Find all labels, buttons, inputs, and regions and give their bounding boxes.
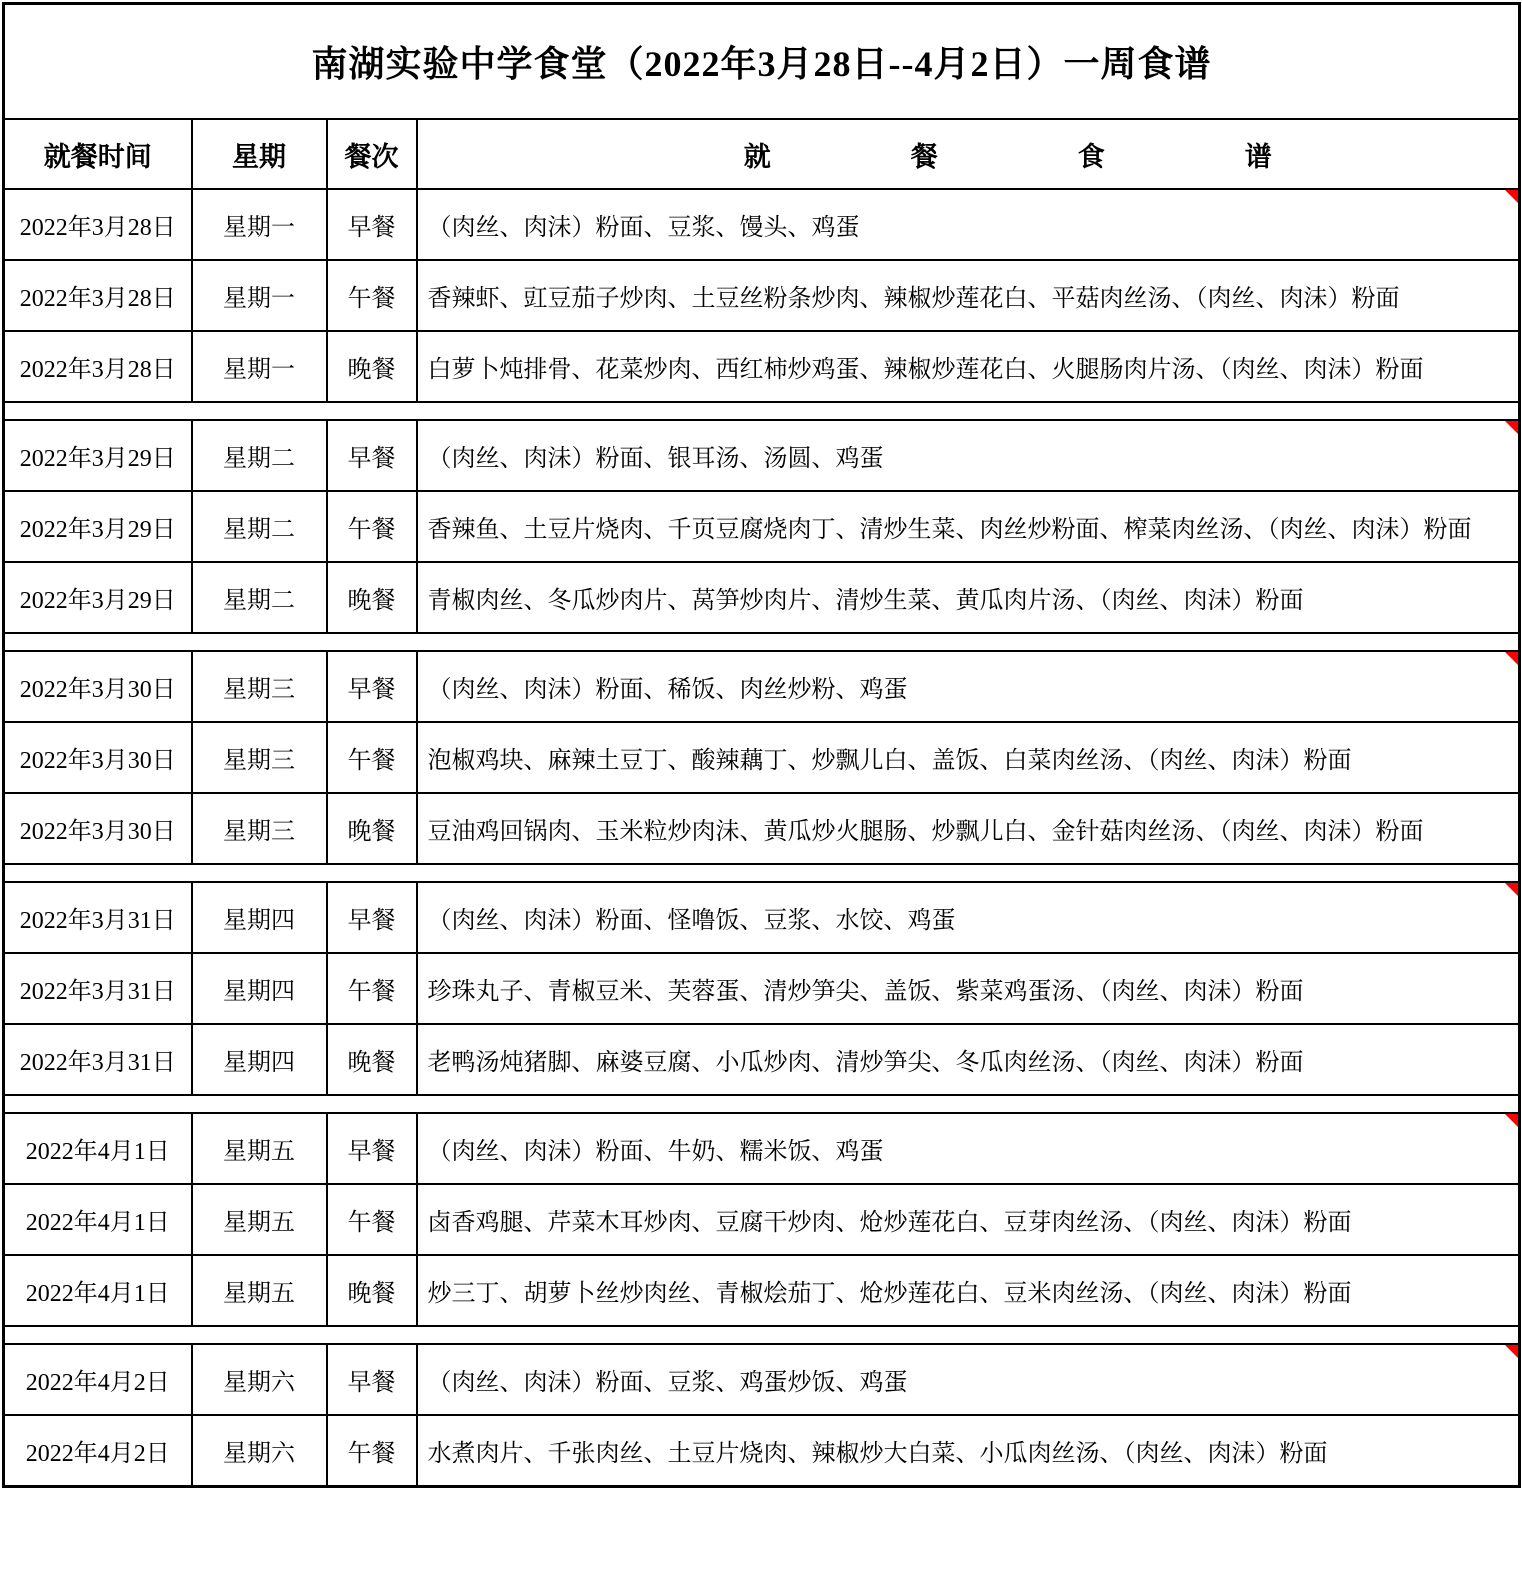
menu-cell: 水煮肉片、千张肉丝、土豆片烧肉、辣椒炒大白菜、小瓜肉丝汤、（肉丝、肉沬）粉面 xyxy=(417,1415,1520,1487)
meal-cell: 晚餐 xyxy=(327,331,417,402)
menu-cell: （肉丝、肉沬）粉面、豆浆、馒头、鸡蛋 xyxy=(417,189,1520,260)
weekday-cell: 星期二 xyxy=(192,491,327,562)
comment-marker-icon xyxy=(1505,1345,1518,1358)
meal-cell: 晚餐 xyxy=(327,562,417,633)
spacer-row xyxy=(4,1326,1520,1344)
menu-row xyxy=(4,793,1520,864)
menu-cell: （肉丝、肉沬）粉面、牛奶、糯米饭、鸡蛋 xyxy=(417,1113,1520,1184)
spacer-cell xyxy=(4,633,1520,651)
date-cell: 2022年3月28日 xyxy=(4,260,192,331)
column-header-menu-label: 就餐食谱 xyxy=(743,141,1412,172)
meal-cell: 午餐 xyxy=(327,260,417,331)
meal-cell: 晚餐 xyxy=(327,793,417,864)
meal-cell: 晚餐 xyxy=(327,1024,417,1095)
weekday-cell: 星期一 xyxy=(192,331,327,402)
menu-row xyxy=(4,1255,1520,1326)
column-header-time: 就餐时间 xyxy=(4,119,192,189)
date-cell: 2022年3月31日 xyxy=(4,882,192,953)
date-cell: 2022年4月2日 xyxy=(4,1344,192,1415)
menu-row xyxy=(4,1344,1520,1415)
spacer-cell xyxy=(4,1095,1520,1113)
menu-row xyxy=(4,562,1520,633)
menu-cell: 豆油鸡回锅肉、玉米粒炒肉沬、黄瓜炒火腿肠、炒飘儿白、金针菇肉丝汤、（肉丝、肉沬）粉面 xyxy=(417,793,1520,864)
date-cell: 2022年3月28日 xyxy=(4,331,192,402)
menu-row xyxy=(4,1184,1520,1255)
menu-cell: 青椒肉丝、冬瓜炒肉片、莴笋炒肉片、清炒生菜、黄瓜肉片汤、（肉丝、肉沬）粉面 xyxy=(417,562,1520,633)
weekday-cell: 星期三 xyxy=(192,722,327,793)
column-header-meal: 餐次 xyxy=(327,119,417,189)
meal-cell: 早餐 xyxy=(327,1113,417,1184)
menu-row xyxy=(4,1024,1520,1095)
comment-marker-icon xyxy=(1505,1114,1518,1127)
menu-row xyxy=(4,722,1520,793)
menu-row xyxy=(4,491,1520,562)
menu-cell: （肉丝、肉沬）粉面、银耳汤、汤圆、鸡蛋 xyxy=(417,420,1520,491)
menu-cell: （肉丝、肉沬）粉面、稀饭、肉丝炒粉、鸡蛋 xyxy=(417,651,1520,722)
menu-cell: 泡椒鸡块、麻辣土豆丁、酸辣藕丁、炒飘儿白、盖饭、白菜肉丝汤、（肉丝、肉沬）粉面 xyxy=(417,722,1520,793)
weekday-cell: 星期三 xyxy=(192,651,327,722)
meal-cell: 午餐 xyxy=(327,722,417,793)
menu-row xyxy=(4,1415,1520,1487)
weekday-cell: 星期六 xyxy=(192,1415,327,1487)
menu-table xyxy=(2,2,1521,1488)
date-cell: 2022年4月1日 xyxy=(4,1255,192,1326)
menu-cell: 老鸭汤炖猪脚、麻婆豆腐、小瓜炒肉、清炒笋尖、冬瓜肉丝汤、（肉丝、肉沬）粉面 xyxy=(417,1024,1520,1095)
weekday-cell: 星期四 xyxy=(192,1024,327,1095)
column-header-menu xyxy=(417,119,1520,189)
spacer-row xyxy=(4,633,1520,651)
weekday-cell: 星期二 xyxy=(192,420,327,491)
spacer-cell xyxy=(4,402,1520,420)
weekday-cell: 星期四 xyxy=(192,953,327,1024)
menu-row xyxy=(4,882,1520,953)
menu-cell: 白萝卜炖排骨、花菜炒肉、西红柿炒鸡蛋、辣椒炒莲花白、火腿肠肉片汤、（肉丝、肉沬）粉面 xyxy=(417,331,1520,402)
meal-cell: 早餐 xyxy=(327,1344,417,1415)
menu-cell: 珍珠丸子、青椒豆米、芙蓉蛋、清炒笋尖、盖饭、紫菜鸡蛋汤、（肉丝、肉沬）粉面 xyxy=(417,953,1520,1024)
date-cell: 2022年3月29日 xyxy=(4,420,192,491)
header-row xyxy=(4,119,1520,189)
meal-cell: 早餐 xyxy=(327,189,417,260)
meal-cell: 午餐 xyxy=(327,1415,417,1487)
meal-cell: 早餐 xyxy=(327,882,417,953)
date-cell: 2022年4月2日 xyxy=(4,1415,192,1487)
menu-row xyxy=(4,331,1520,402)
weekday-cell: 星期二 xyxy=(192,562,327,633)
menu-cell: 香辣鱼、土豆片烧肉、千页豆腐烧肉丁、清炒生菜、肉丝炒粉面、榨菜肉丝汤、（肉丝、肉沬）粉面 xyxy=(417,491,1520,562)
meal-cell: 午餐 xyxy=(327,491,417,562)
menu-row xyxy=(4,651,1520,722)
menu-cell: （肉丝、肉沬）粉面、怪噜饭、豆浆、水饺、鸡蛋 xyxy=(417,882,1520,953)
date-cell: 2022年3月30日 xyxy=(4,793,192,864)
page-title: 南湖实验中学食堂（2022年3月28日--4月2日）一周食谱 xyxy=(4,4,1520,120)
weekday-cell: 星期五 xyxy=(192,1184,327,1255)
comment-marker-icon xyxy=(1505,652,1518,665)
menu-row xyxy=(4,1113,1520,1184)
weekday-cell: 星期四 xyxy=(192,882,327,953)
weekday-cell: 星期三 xyxy=(192,793,327,864)
menu-row xyxy=(4,420,1520,491)
menu-sheet xyxy=(0,2,1522,1572)
meal-cell: 晚餐 xyxy=(327,1255,417,1326)
menu-cell: 香辣虾、豇豆茄子炒肉、土豆丝粉条炒肉、辣椒炒莲花白、平菇肉丝汤、（肉丝、肉沬）粉面 xyxy=(417,260,1520,331)
column-header-weekday: 星期 xyxy=(192,119,327,189)
title-row xyxy=(4,4,1520,120)
spacer-cell xyxy=(4,864,1520,882)
weekday-cell: 星期五 xyxy=(192,1113,327,1184)
date-cell: 2022年3月29日 xyxy=(4,491,192,562)
meal-cell: 午餐 xyxy=(327,1184,417,1255)
spacer-row xyxy=(4,402,1520,420)
weekday-cell: 星期一 xyxy=(192,189,327,260)
spacer-cell xyxy=(4,1326,1520,1344)
weekday-cell: 星期一 xyxy=(192,260,327,331)
comment-marker-icon xyxy=(1505,190,1518,203)
meal-cell: 早餐 xyxy=(327,420,417,491)
spacer-row xyxy=(4,1095,1520,1113)
date-cell: 2022年3月31日 xyxy=(4,1024,192,1095)
spacer-row xyxy=(4,864,1520,882)
weekday-cell: 星期五 xyxy=(192,1255,327,1326)
date-cell: 2022年3月31日 xyxy=(4,953,192,1024)
date-cell: 2022年4月1日 xyxy=(4,1184,192,1255)
meal-cell: 午餐 xyxy=(327,953,417,1024)
menu-cell: （肉丝、肉沬）粉面、豆浆、鸡蛋炒饭、鸡蛋 xyxy=(417,1344,1520,1415)
weekday-cell: 星期六 xyxy=(192,1344,327,1415)
meal-cell: 早餐 xyxy=(327,651,417,722)
menu-row xyxy=(4,260,1520,331)
menu-row xyxy=(4,189,1520,260)
date-cell: 2022年3月28日 xyxy=(4,189,192,260)
date-cell: 2022年4月1日 xyxy=(4,1113,192,1184)
date-cell: 2022年3月30日 xyxy=(4,722,192,793)
comment-marker-icon xyxy=(1505,421,1518,434)
menu-cell: 炒三丁、胡萝卜丝炒肉丝、青椒烩茄丁、炝炒莲花白、豆米肉丝汤、（肉丝、肉沬）粉面 xyxy=(417,1255,1520,1326)
menu-row xyxy=(4,953,1520,1024)
comment-marker-icon xyxy=(1505,883,1518,896)
date-cell: 2022年3月29日 xyxy=(4,562,192,633)
menu-cell: 卤香鸡腿、芹菜木耳炒肉、豆腐干炒肉、炝炒莲花白、豆芽肉丝汤、（肉丝、肉沬）粉面 xyxy=(417,1184,1520,1255)
date-cell: 2022年3月30日 xyxy=(4,651,192,722)
